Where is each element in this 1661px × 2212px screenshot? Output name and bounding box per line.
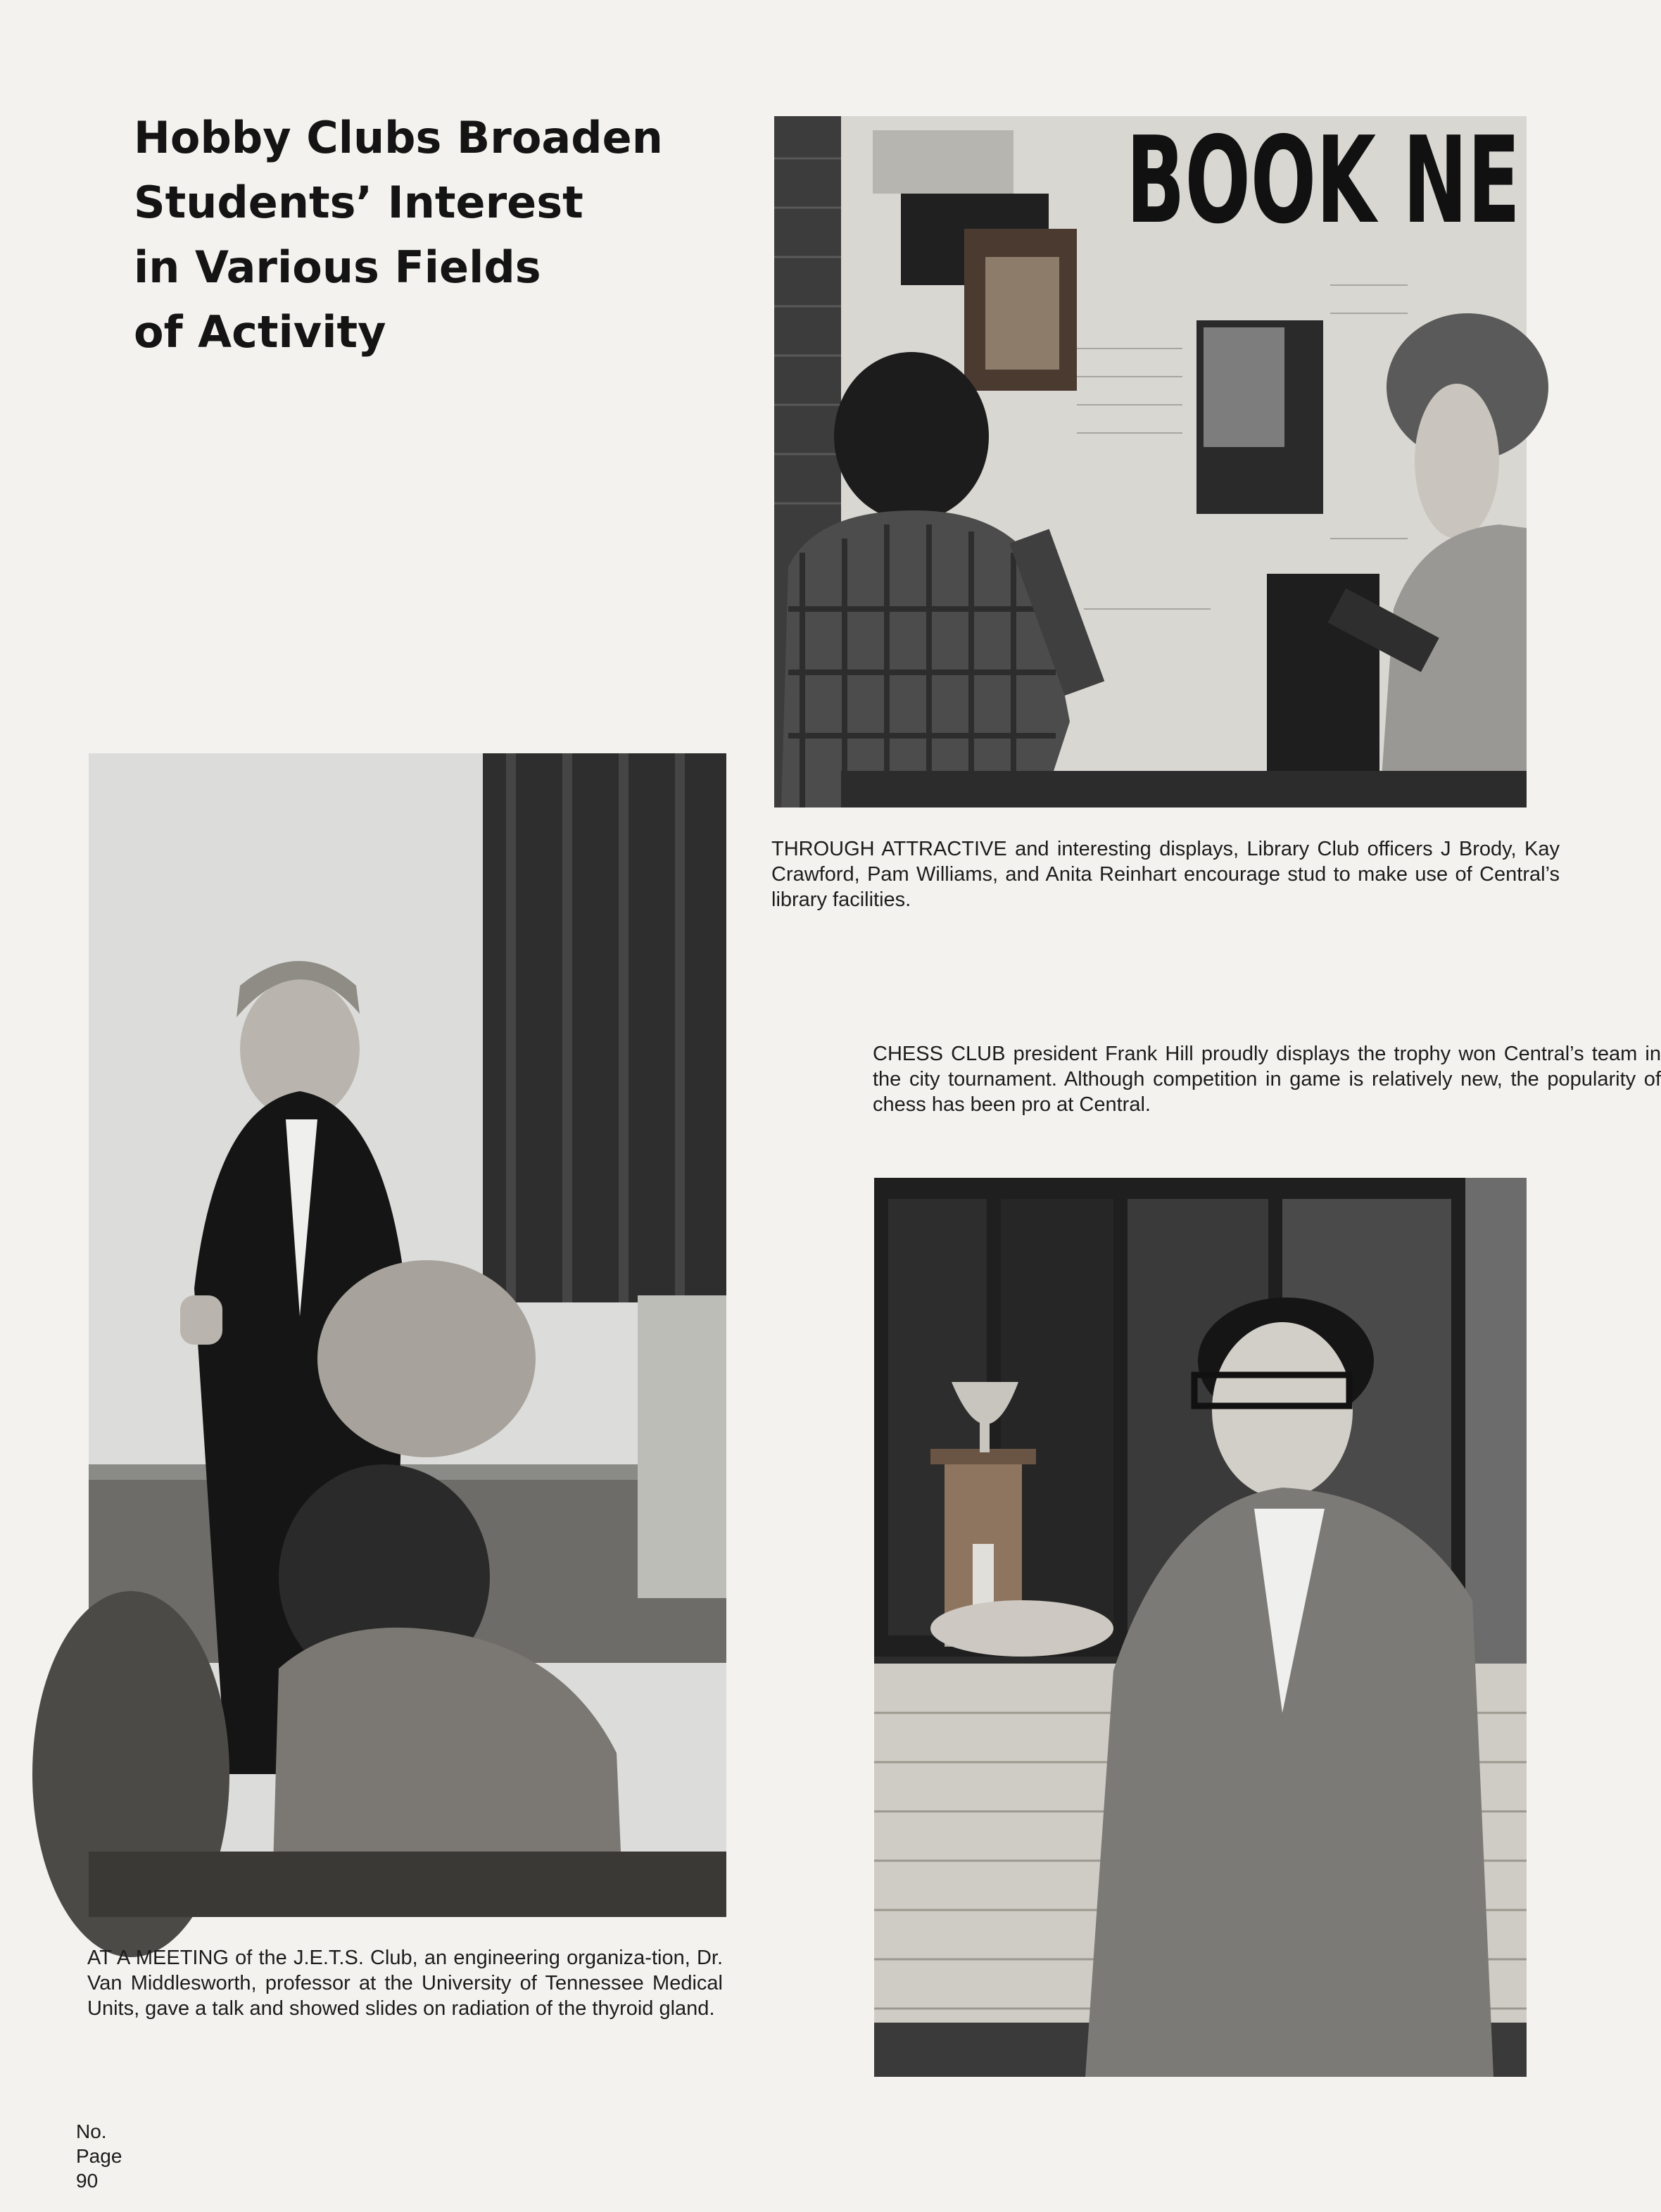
library-caption-text: THROUGH ATTRACTIVE and interesting displays, Library Club officers J Brody, Kay Crawford, Pam Williams, and Anita Reinhart encourage stud to make use of Central’s library facilities.: [771, 838, 1560, 911]
page-folio: [76, 2119, 122, 2193]
headline-line-4: of Activity: [134, 306, 386, 358]
page-headline: [134, 106, 711, 365]
headline-line-3: in Various Fields: [134, 241, 541, 293]
headline-line-2: Students’ Interest: [134, 177, 583, 228]
book-news-sign: BOOK NE: [1126, 111, 1520, 251]
chess-caption-text: CHESS CLUB president Frank Hill proudly displays the trophy won Central’s team in the city tournament. Although competition in game is relatively new, the popularity of chess has been pro at Central.: [873, 1043, 1661, 1116]
jets-club-photo: [89, 753, 726, 1917]
chess-photo-caption: [873, 1041, 1661, 1117]
headline-line-1: Hobby Clubs Broaden: [134, 112, 663, 163]
folio-no-label: No.: [76, 2120, 107, 2142]
chess-club-photo: [874, 1178, 1527, 2077]
folio-page-label: Page: [76, 2145, 122, 2167]
page-number: 90: [76, 2170, 99, 2192]
library-club-photo: [774, 111, 1527, 807]
jets-photo-caption: AT A MEETING of the J.E.T.S. Club, an engineering organiza-tion, Dr. Van Middlesworth, professor at the University of Tennessee Medical Units, gave a talk and showed slides on radiation of the thyroid gland.: [87, 1947, 723, 2020]
library-photo-caption: [771, 836, 1560, 912]
